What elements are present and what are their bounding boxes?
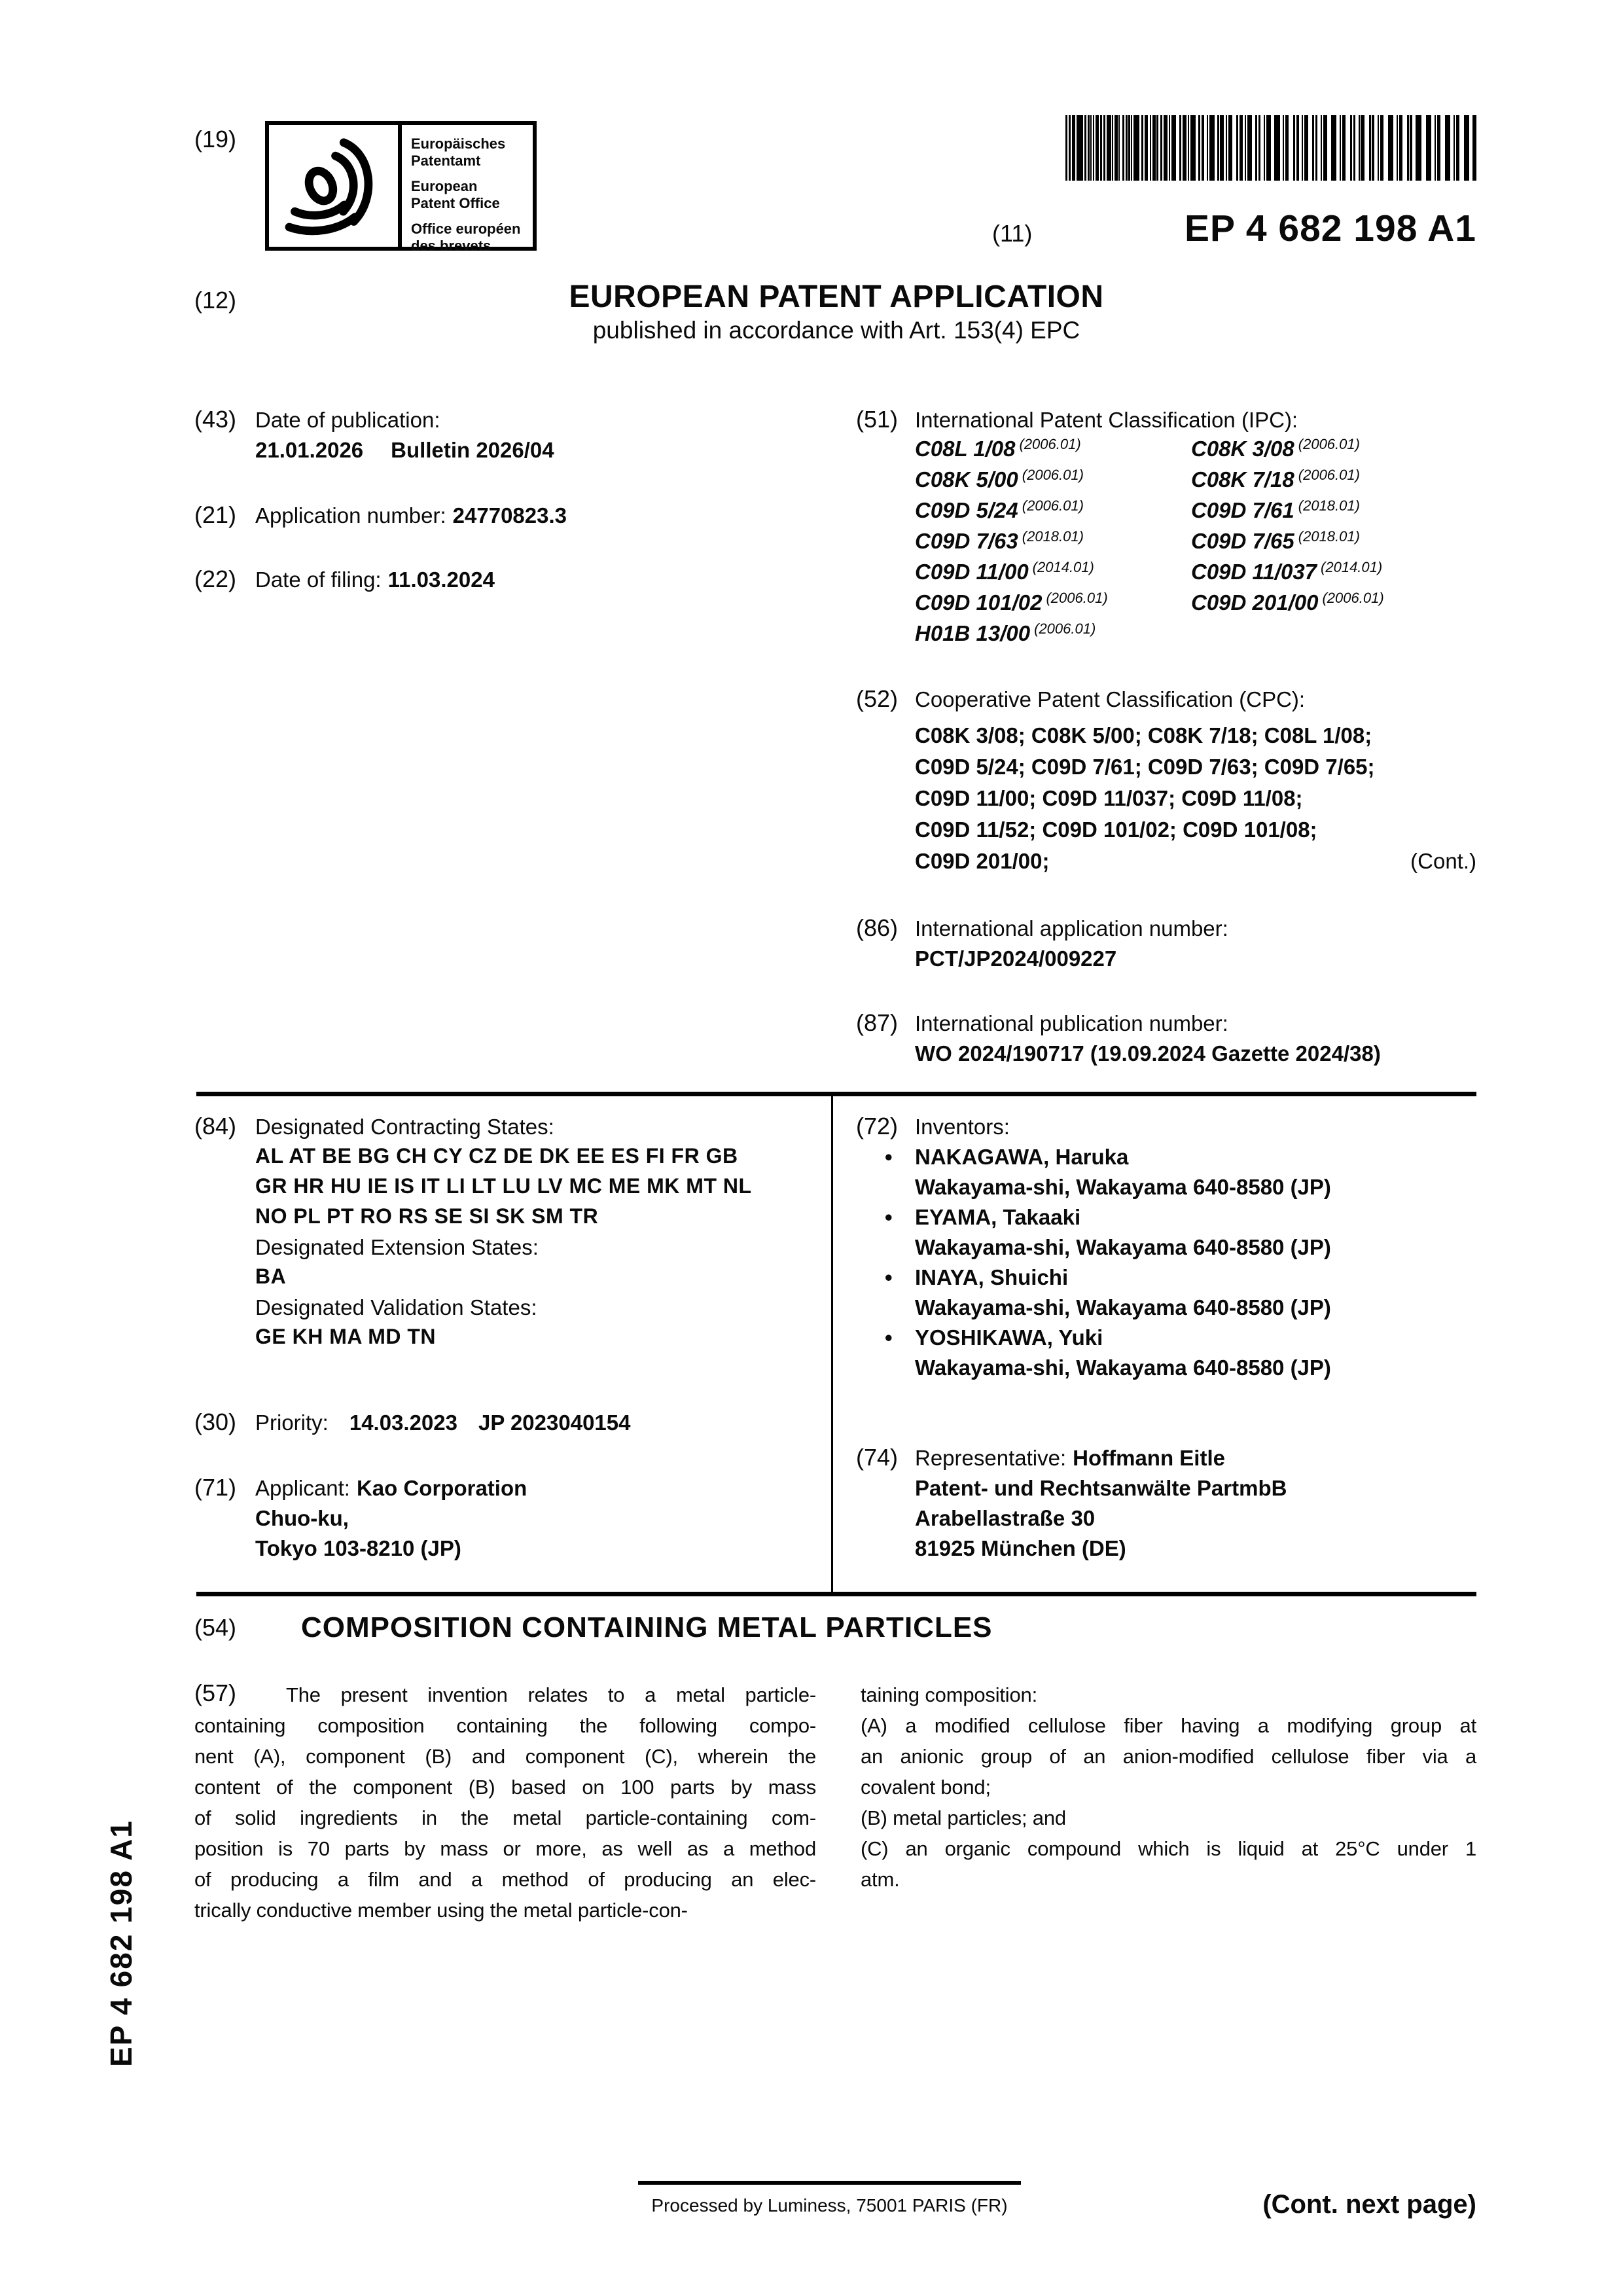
ipc-code: C09D 201/00 (1191, 590, 1319, 615)
abstract-line: The present invention relates to a metal particle- (286, 1683, 816, 1706)
footer-rule (638, 2181, 1021, 2185)
ipc-code: C09D 101/02 (915, 590, 1043, 615)
footer-processed-by: Processed by Luminess, 75001 PARIS (FR) (651, 2195, 1008, 2215)
field-21-number: (21) (194, 501, 237, 528)
field-86-label: International application number: (915, 916, 1228, 941)
cpc-line: C09D 5/24; C09D 7/61; C09D 7/63; C09D 7/65; (915, 755, 1375, 779)
field-86-number: (86) (856, 914, 899, 941)
contracting-states-line: NO PL PT RO RS SE SI SK SM TR (255, 1204, 599, 1228)
ipc-code: C09D 11/00 (915, 560, 1029, 584)
horizontal-rule-top (196, 1092, 1476, 1096)
abstract-line: of solid ingredients in the metal particle-containing com- (194, 1806, 816, 1829)
ipc-version: (2014.01) (1321, 559, 1383, 575)
horizontal-rule-bottom (196, 1592, 1476, 1596)
field-30-number: (30) (194, 1408, 237, 1435)
ipc-code: C08K 5/00 (915, 467, 1018, 492)
abstract-line: taining composition: (861, 1683, 1037, 1706)
barcode (1065, 115, 1476, 181)
ipc-version: (2018.01) (1298, 497, 1360, 514)
contracting-states-line: GR HR HU IE IS IT LI LT LU LV MC ME MK MT NL (255, 1174, 752, 1198)
cpc-line: C09D 201/00; (915, 849, 1050, 873)
representative-address-line: Patent- und Rechtsanwälte PartmbB (915, 1476, 1287, 1500)
ipc-version: (2006.01) (1022, 497, 1084, 514)
bullet-icon: • (885, 1325, 893, 1350)
epo-logo-box (265, 121, 537, 254)
field-43-number: (43) (194, 406, 237, 433)
field-71-label: Applicant: (255, 1476, 350, 1500)
epo-name-en-line1: European (411, 178, 478, 194)
field-22-line (255, 567, 495, 593)
ipc-code: H01B 13/00 (915, 621, 1031, 645)
epo-name-fr-line2: des brevets (411, 238, 491, 254)
field-12-number: (12) (194, 287, 237, 314)
field-21-label: Application number: (255, 503, 446, 528)
ipc-version: (2006.01) (1298, 436, 1360, 452)
ipc-code: C08L 1/08 (915, 437, 1016, 461)
ipc-row (915, 437, 1476, 467)
vertical-divider (831, 1092, 833, 1592)
abstract-line: (C) an organic compound which is liquid at 25°C under 1 (861, 1837, 1476, 1860)
application-number: 24770823.3 (452, 503, 567, 528)
field-21-line (255, 503, 567, 529)
field-87-label: International publication number: (915, 1011, 1228, 1035)
field-72-number: (72) (856, 1113, 899, 1139)
inventor-address: Wakayama-shi, Wakayama 640-8580 (JP) (915, 1175, 1331, 1199)
abstract-line: content of the component (B) based on 100 parts by mass (194, 1776, 816, 1799)
inventor-address: Wakayama-shi, Wakayama 640-8580 (JP) (915, 1235, 1331, 1259)
international-publication-number: WO 2024/190717 (19.09.2024 Gazette 2024/38) (915, 1041, 1381, 1066)
bullet-icon: • (885, 1145, 893, 1169)
cpc-continued-note: (Cont.) (1410, 849, 1476, 873)
bullet-icon: • (885, 1265, 893, 1289)
applicant-name: Kao Corporation (356, 1476, 527, 1500)
bulletin: Bulletin 2026/04 (391, 438, 554, 462)
field-54-number: (54) (194, 1614, 237, 1641)
field-84-label: Designated Contracting States: (255, 1115, 554, 1139)
field-74-label: Representative: (915, 1446, 1067, 1470)
field-43-value (255, 437, 554, 463)
inventor-address: Wakayama-shi, Wakayama 640-8580 (JP) (915, 1355, 1331, 1380)
ipc-code: C08K 7/18 (1191, 467, 1294, 492)
validation-states: GE KH MA MD TN (255, 1325, 437, 1348)
validation-states-label: Designated Validation States: (255, 1295, 537, 1319)
field-72-label: Inventors: (915, 1115, 1010, 1139)
field-57-number: (57) (194, 1679, 237, 1706)
abstract-column-left (194, 1679, 816, 1926)
ipc-row (915, 621, 1476, 652)
publication-date: 21.01.2026 (255, 438, 364, 462)
ipc-version: (2018.01) (1022, 528, 1084, 545)
epo-name-de-line1: Europäisches (411, 135, 506, 152)
cpc-line: C08K 3/08; C08K 5/00; C08K 7/18; C08L 1/08; (915, 723, 1372, 747)
extension-states: BA (255, 1265, 287, 1288)
ipc-code: C08K 3/08 (1191, 437, 1294, 461)
inventor-name: NAKAGAWA, Haruka (915, 1145, 1129, 1169)
representative-address-line: 81925 München (DE) (915, 1536, 1126, 1560)
invention-title: COMPOSITION CONTAINING METAL PARTICLES (301, 1611, 993, 1643)
ipc-table (915, 437, 1476, 652)
extension-states-label: Designated Extension States: (255, 1235, 539, 1259)
ipc-version: (2006.01) (1022, 467, 1084, 483)
abstract-line: atm. (861, 1868, 900, 1891)
epo-logo-icon (278, 132, 389, 240)
priority-date: 14.03.2023 (349, 1410, 458, 1435)
inventor-name: YOSHIKAWA, Yuki (915, 1325, 1103, 1350)
footer-continued-note: (Cont. next page) (1262, 2190, 1476, 2219)
abstract-line: an anionic group of an anion-modified cellulose fiber via a (861, 1745, 1476, 1768)
field-87-number: (87) (856, 1009, 899, 1036)
abstract-line: (A) a modified cellulose fiber having a modifying group at (861, 1714, 1476, 1737)
field-71-number: (71) (194, 1474, 237, 1501)
field-43-label: Date of publication: (255, 408, 440, 432)
field-52-number: (52) (856, 685, 899, 712)
abstract-line: trically conductive member using the metal particle-con- (194, 1899, 688, 1922)
side-publication-number: EP 4 682 198 A1 (104, 1820, 138, 2067)
epo-name-de-line2: Patentamt (411, 152, 481, 169)
ipc-version: (2006.01) (1298, 467, 1360, 483)
priority-line (255, 1410, 630, 1436)
filing-date: 11.03.2024 (387, 567, 495, 592)
ipc-row (915, 590, 1476, 621)
abstract-line: nent (A), component (B) and component (C), wherein the (194, 1745, 816, 1768)
applicant-line (255, 1475, 527, 1501)
field-84-number: (84) (194, 1113, 237, 1139)
epo-logo-glyph-cell (269, 125, 402, 247)
ipc-code: C09D 7/63 (915, 529, 1018, 553)
ipc-version: (2018.01) (1298, 528, 1360, 545)
ipc-version: (2006.01) (1322, 590, 1384, 606)
field-22-number: (22) (194, 565, 237, 592)
abstract-line: position is 70 parts by mass or more, as well as a method (194, 1837, 816, 1860)
field-51-label: International Patent Classification (IPC): (915, 408, 1298, 432)
ipc-row (915, 467, 1476, 498)
ipc-code: C09D 11/037 (1191, 560, 1317, 584)
ipc-code: C09D 7/65 (1191, 529, 1294, 553)
representative-name: Hoffmann Eitle (1073, 1446, 1225, 1470)
document-title: EUROPEAN PATENT APPLICATION (569, 279, 1104, 314)
ipc-code: C09D 5/24 (915, 498, 1018, 522)
representative-line (915, 1445, 1225, 1471)
representative-address-line: Arabellastraße 30 (915, 1506, 1096, 1530)
inventor-name: EYAMA, Takaaki (915, 1205, 1081, 1229)
ipc-version: (2006.01) (1019, 436, 1081, 452)
field-52-label: Cooperative Patent Classification (CPC): (915, 687, 1306, 711)
applicant-address-line: Chuo-ku, (255, 1506, 349, 1530)
applicant-address-line: Tokyo 103-8210 (JP) (255, 1536, 461, 1560)
ipc-code: C09D 7/61 (1191, 498, 1294, 522)
publication-number: EP 4 682 198 A1 (1184, 207, 1476, 249)
inventor-address: Wakayama-shi, Wakayama 640-8580 (JP) (915, 1295, 1331, 1319)
ipc-version: (2014.01) (1032, 559, 1094, 575)
ipc-version: (2006.01) (1046, 590, 1108, 606)
abstract-line: (B) metal particles; and (861, 1806, 1066, 1829)
abstract-line: containing composition containing the following compo- (194, 1714, 816, 1737)
field-51-number: (51) (856, 406, 899, 433)
epo-name-en-line2: Patent Office (411, 195, 500, 211)
cpc-line: C09D 11/00; C09D 11/037; C09D 11/08; (915, 786, 1303, 810)
inventor-name: INAYA, Shuichi (915, 1265, 1069, 1289)
epo-name-fr-line1: Office européen (411, 221, 521, 237)
field-30-label: Priority: (255, 1410, 329, 1435)
abstract-line: of producing a film and a method of producing an elec- (194, 1868, 816, 1891)
ipc-row (915, 529, 1476, 560)
priority-application: JP 2023040154 (478, 1410, 631, 1435)
field-19-number: (19) (194, 126, 237, 152)
ipc-version: (2006.01) (1034, 620, 1096, 637)
cpc-line: C09D 11/52; C09D 101/02; C09D 101/08; (915, 817, 1317, 842)
abstract-column-right (861, 1679, 1476, 1895)
international-application-number: PCT/JP2024/009227 (915, 946, 1117, 971)
epo-logo-text-cell (402, 125, 533, 254)
contracting-states-line: AL AT BE BG CH CY CZ DE DK EE ES FI FR GB (255, 1144, 738, 1168)
field-11-number: (11) (992, 220, 1033, 247)
bullet-icon: • (885, 1205, 893, 1229)
document-subtitle: published in accordance with Art. 153(4) EPC (592, 317, 1080, 344)
ipc-row (915, 560, 1476, 590)
abstract-line: covalent bond; (861, 1776, 991, 1799)
ipc-row (915, 498, 1476, 529)
field-22-label: Date of filing: (255, 567, 382, 592)
field-74-number: (74) (856, 1444, 899, 1471)
